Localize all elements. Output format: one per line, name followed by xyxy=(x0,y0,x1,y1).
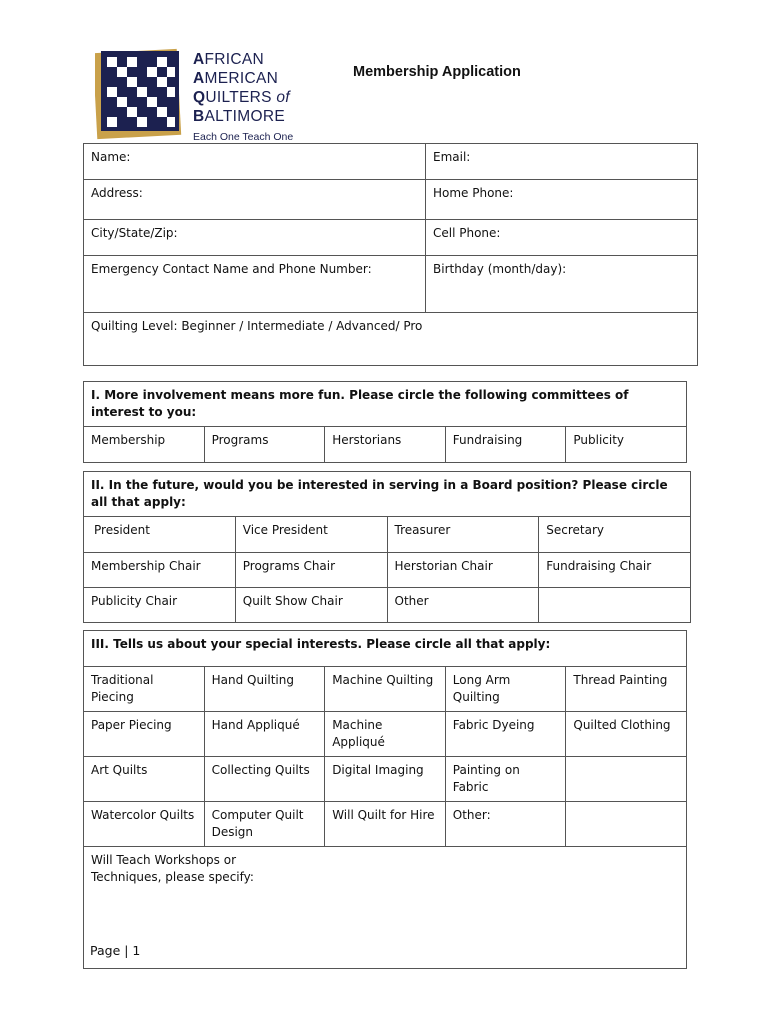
committee-option[interactable]: Fundraising xyxy=(445,427,566,463)
org-logo xyxy=(95,45,185,140)
committees-heading: I. More involvement means more fun. Please circle the following committees of interest to you: xyxy=(84,382,687,427)
teach-workshops-label-2: Techniques, please specify: xyxy=(91,870,254,884)
interest-option[interactable]: Long Arm Quilting xyxy=(445,667,566,712)
page-number: Page | 1 xyxy=(90,943,141,958)
interest-option[interactable]: Collecting Quilts xyxy=(204,757,325,802)
board-option[interactable]: Herstorian Chair xyxy=(387,553,539,588)
quilting-level-field[interactable]: Quilting Level: Beginner / Intermediate / Advanced/ Pro xyxy=(84,313,698,366)
board-option[interactable]: Quilt Show Chair xyxy=(235,588,387,623)
interest-option[interactable]: Other: xyxy=(445,802,566,847)
interest-option[interactable]: Digital Imaging xyxy=(325,757,446,802)
committee-option[interactable]: Publicity xyxy=(566,427,687,463)
teach-workshops-field[interactable] xyxy=(84,847,687,969)
city-state-zip-field[interactable]: City/State/Zip: xyxy=(84,220,426,256)
interest-option[interactable]: Watercolor Quilts xyxy=(84,802,205,847)
interest-option[interactable]: Thread Painting xyxy=(566,667,687,712)
interest-option[interactable]: Hand Quilting xyxy=(204,667,325,712)
board-option[interactable]: Secretary xyxy=(539,517,691,553)
interest-option[interactable]: Traditional Piecing xyxy=(84,667,205,712)
emergency-contact-field[interactable]: Emergency Contact Name and Phone Number: xyxy=(84,256,426,313)
org-name xyxy=(193,50,293,143)
name-field[interactable]: Name: xyxy=(84,144,426,180)
board-positions-table xyxy=(83,471,691,623)
org-line-4: BALTIMORE xyxy=(193,108,285,125)
email-field[interactable]: Email: xyxy=(426,144,698,180)
interest-option[interactable]: Machine Quilting xyxy=(325,667,446,712)
org-tagline: Each One Teach One xyxy=(193,131,294,143)
board-option[interactable]: Membership Chair xyxy=(84,553,236,588)
teach-workshops-label-1: Will Teach Workshops or xyxy=(91,853,237,867)
interest-option[interactable]: Quilted Clothing xyxy=(566,712,687,757)
board-option[interactable]: President xyxy=(84,517,236,553)
org-line-1: AFRICAN xyxy=(193,51,264,68)
interest-option-empty xyxy=(566,757,687,802)
board-option[interactable]: Programs Chair xyxy=(235,553,387,588)
committee-option[interactable]: Membership xyxy=(84,427,205,463)
board-option[interactable]: Publicity Chair xyxy=(84,588,236,623)
interest-option[interactable]: Painting on Fabric xyxy=(445,757,566,802)
personal-info-table xyxy=(83,143,698,366)
committees-table xyxy=(83,381,687,463)
birthday-field[interactable]: Birthday (month/day): xyxy=(426,256,698,313)
home-phone-field[interactable]: Home Phone: xyxy=(426,180,698,220)
interest-option[interactable]: Computer Quilt Design xyxy=(204,802,325,847)
interests-heading: III. Tells us about your special interests. Please circle all that apply: xyxy=(84,631,687,667)
interest-option[interactable]: Art Quilts xyxy=(84,757,205,802)
page-title: Membership Application xyxy=(353,64,521,80)
board-option[interactable]: Vice President xyxy=(235,517,387,553)
org-line-2: AMERICAN xyxy=(193,70,279,87)
interest-option[interactable]: Will Quilt for Hire xyxy=(325,802,446,847)
org-line-3: QUILTERS of xyxy=(193,89,290,106)
interest-option[interactable]: Fabric Dyeing xyxy=(445,712,566,757)
board-option-empty xyxy=(539,588,691,623)
committee-option[interactable]: Herstorians xyxy=(325,427,446,463)
address-field[interactable]: Address: xyxy=(84,180,426,220)
interest-option[interactable]: Machine Appliqué xyxy=(325,712,446,757)
board-option[interactable]: Treasurer xyxy=(387,517,539,553)
board-option[interactable]: Fundraising Chair xyxy=(539,553,691,588)
interest-option[interactable]: Hand Appliqué xyxy=(204,712,325,757)
board-option[interactable]: Other xyxy=(387,588,539,623)
board-heading: II. In the future, would you be interested in serving in a Board position? Please circle all that apply: xyxy=(84,472,691,517)
interests-table xyxy=(83,630,687,969)
cell-phone-field[interactable]: Cell Phone: xyxy=(426,220,698,256)
interest-option[interactable]: Paper Piecing xyxy=(84,712,205,757)
interest-option-empty xyxy=(566,802,687,847)
committee-option[interactable]: Programs xyxy=(204,427,325,463)
